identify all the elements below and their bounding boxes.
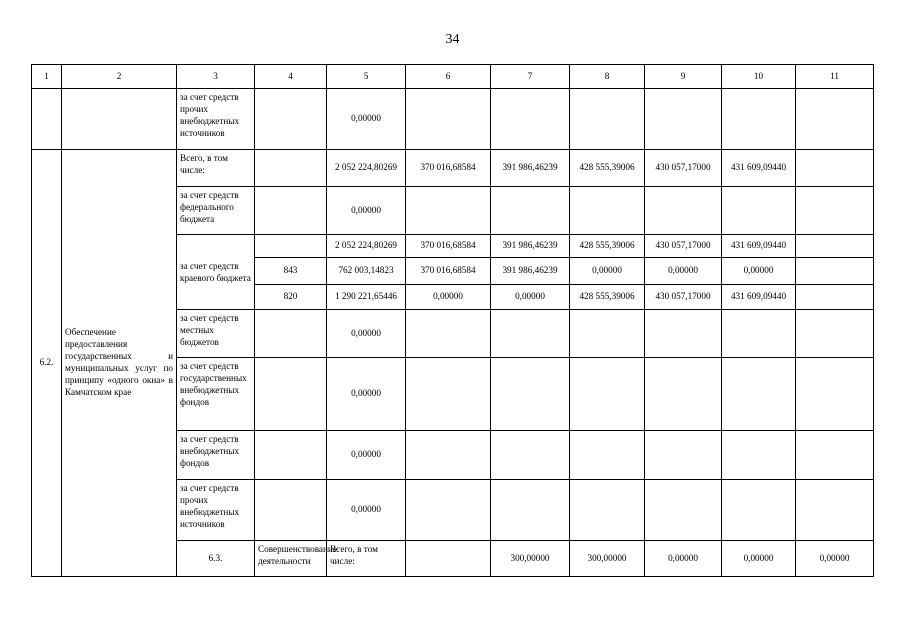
amount-cell: 391 986,46239: [491, 150, 570, 187]
column-header: 2: [62, 65, 177, 89]
column-header: 4: [255, 65, 327, 89]
funding-source: за счет средств государственных внебюджетных фондов: [177, 358, 255, 431]
amount-cell: 370 016,68584: [406, 235, 491, 258]
item-number: 6.2.: [32, 150, 62, 577]
amount-cell: 370 016,68584: [406, 258, 491, 285]
amount-cell: 430 057,17000: [645, 235, 722, 258]
amount-cell: 1 290 221,65446: [327, 285, 406, 310]
amount-cell: 0,00000: [327, 480, 406, 541]
amount-cell: 0,00000: [722, 258, 796, 285]
funding-source: за счет средств прочих внебюджетных источников: [177, 89, 255, 150]
column-header-row: [32, 65, 874, 89]
column-header: 11: [796, 65, 874, 89]
page-number: 34: [445, 32, 460, 47]
funding-source: за счет средств краевого бюджета: [177, 235, 255, 310]
amount-cell: 391 986,46239: [491, 235, 570, 258]
column-header: 7: [491, 65, 570, 89]
column-header: 10: [722, 65, 796, 89]
amount-cell: 0,00000: [796, 541, 874, 577]
amount-cell: 0,00000: [406, 285, 491, 310]
column-header: 8: [570, 65, 645, 89]
item-name: Обеспечение предоставления государственных и муниципальных услуг по принципу «одного окна» в Камчатском крае: [62, 150, 177, 577]
column-header: 5: [327, 65, 406, 89]
amount-cell: 0,00000: [570, 258, 645, 285]
amount-cell: 430 057,17000: [645, 150, 722, 187]
amount-cell: 300,00000: [491, 541, 570, 577]
amount-cell: 0,00000: [327, 187, 406, 235]
funding-source: Всего, в том числе:: [327, 541, 406, 577]
funding-source: за счет средств местных бюджетов: [177, 310, 255, 358]
amount-cell: 430 057,17000: [645, 285, 722, 310]
column-header: 1: [32, 65, 62, 89]
amount-cell: 0,00000: [327, 89, 406, 150]
amount-cell: 431 609,09440: [722, 235, 796, 258]
amount-cell: 431 609,09440: [722, 150, 796, 187]
column-header: 9: [645, 65, 722, 89]
column-header: 3: [177, 65, 255, 89]
amount-cell: 431 609,09440: [722, 285, 796, 310]
amount-cell: 2 052 224,80269: [327, 235, 406, 258]
amount-cell: 300,00000: [570, 541, 645, 577]
budget-code: 820: [255, 285, 327, 310]
table-row: [32, 89, 874, 150]
amount-cell: 0,00000: [327, 431, 406, 480]
amount-cell: 0,00000: [327, 310, 406, 358]
amount-cell: 370 016,68584: [406, 150, 491, 187]
budget-code: 843: [255, 258, 327, 285]
amount-cell: 0,00000: [327, 358, 406, 431]
amount-cell: 428 555,39006: [570, 150, 645, 187]
amount-cell: 428 555,39006: [570, 235, 645, 258]
amount-cell: 391 986,46239: [491, 258, 570, 285]
amount-cell: 0,00000: [722, 541, 796, 577]
funding-source: за счет средств прочих внебюджетных источников: [177, 480, 255, 541]
amount-cell: 0,00000: [491, 285, 570, 310]
column-header: 6: [406, 65, 491, 89]
budget-table: [31, 64, 874, 577]
amount-cell: 2 052 224,80269: [327, 150, 406, 187]
item-number: 6.3.: [177, 541, 255, 577]
table-row: [32, 150, 874, 187]
amount-cell: 762 003,14823: [327, 258, 406, 285]
amount-cell: 428 555,39006: [570, 285, 645, 310]
amount-cell: 0,00000: [645, 541, 722, 577]
amount-cell: 0,00000: [645, 258, 722, 285]
funding-source: за счет средств федерального бюджета: [177, 187, 255, 235]
funding-source: за счет средств внебюджетных фондов: [177, 431, 255, 480]
item-name: Совершенствование деятельности: [255, 541, 327, 577]
funding-source: Всего, в том числе:: [177, 150, 255, 187]
